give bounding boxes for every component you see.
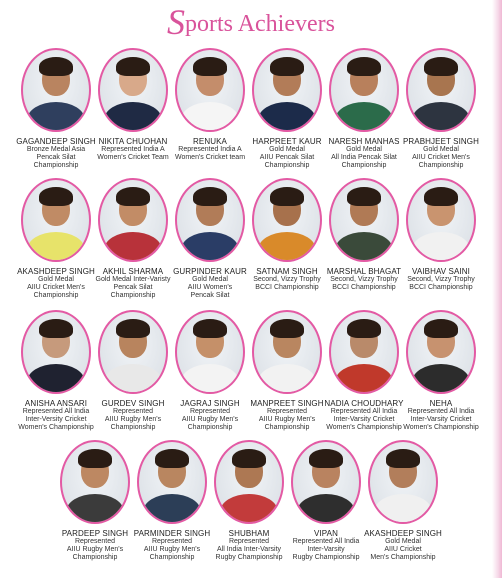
achiever-achievement-line: Represented All India — [22, 408, 90, 415]
photo-body — [297, 494, 355, 524]
achiever-card — [246, 48, 328, 170]
achiever-achievement-line: Pencak Silat Championship — [33, 154, 79, 169]
photo-body — [27, 102, 85, 132]
achiever-achievement-line: Championship — [418, 162, 464, 169]
achiever-achievement-line: Gold Medal — [38, 276, 74, 283]
achiever-achievement-line: Women's Championship — [18, 424, 94, 431]
achiever-achievement-line: Inter-Versity Cricket — [25, 416, 87, 423]
photo-hair — [270, 57, 304, 76]
achiever-achievement-line: Represented — [74, 538, 116, 545]
photo-hair — [309, 449, 343, 468]
achiever-achievement-line: Represented — [112, 408, 154, 415]
achiever-achievement-line: Inter-Varsity — [307, 546, 345, 553]
achiever-photo — [98, 310, 168, 394]
achiever-card — [400, 48, 482, 170]
photo-hair — [347, 319, 381, 338]
achiever-achievement-line: AIIU Rugby Men's — [181, 416, 239, 423]
achiever-achievement-line: AIIU Pencak Silat — [259, 154, 315, 161]
photo-hair — [424, 57, 458, 76]
achiever-card — [246, 178, 328, 292]
photo-body — [181, 102, 239, 132]
achiever-card — [323, 310, 405, 432]
achiever-achievement-line: Represented — [189, 408, 231, 415]
achiever-photo — [214, 440, 284, 524]
achiever-name: VIPAN — [314, 529, 338, 538]
photo-body — [258, 102, 316, 132]
achiever-photo — [60, 440, 130, 524]
photo-body — [412, 364, 470, 394]
achiever-name: GAGANDEEP SINGH — [16, 137, 96, 146]
photo-hair — [116, 319, 150, 338]
achiever-achievement-line: Gold Medal — [385, 538, 421, 545]
achiever-name: NARESH MANHAS — [328, 137, 400, 146]
photo-hair — [116, 187, 150, 206]
achiever-card — [362, 440, 444, 562]
achiever-photo — [175, 178, 245, 262]
photo-body — [220, 494, 278, 524]
achiever-card — [169, 178, 251, 300]
photo-body — [104, 232, 162, 262]
photo-hair — [386, 449, 420, 468]
achiever-card — [92, 48, 174, 162]
achiever-photo — [137, 440, 207, 524]
photo-hair — [347, 187, 381, 206]
achiever-achievement-line: Represented — [266, 408, 308, 415]
title-text: ports Achievers — [185, 11, 335, 37]
achiever-card — [169, 48, 251, 162]
achiever-achievement-line: Second, Vizzy Trophy — [330, 276, 398, 283]
achiever-photo — [252, 48, 322, 132]
achiever-photo — [98, 48, 168, 132]
achiever-name: GURPINDER KAUR — [173, 267, 247, 276]
achiever-achievement-line: AIIU Rugby Men's — [104, 416, 162, 423]
photo-body — [143, 494, 201, 524]
achiever-achievement-line: Bronze Medal Asia — [26, 146, 86, 153]
achiever-achievement-line: Second, Vizzy Trophy — [407, 276, 475, 283]
photo-body — [258, 232, 316, 262]
achiever-card — [92, 310, 174, 432]
photo-body — [27, 232, 85, 262]
photo-body — [335, 364, 393, 394]
achiever-achievement-line: Championship — [341, 162, 387, 169]
achiever-achievement-line: Women's Cricket Team — [97, 154, 169, 161]
achiever-photo — [291, 440, 361, 524]
achiever-card — [246, 310, 328, 432]
achiever-photo — [406, 178, 476, 262]
achiever-achievement-line: Pencak Silat — [190, 292, 230, 299]
photo-hair — [193, 57, 227, 76]
achiever-achievement-line: BCCI Championship — [332, 284, 396, 291]
achiever-card — [285, 440, 367, 562]
achiever-card — [400, 178, 482, 292]
achiever-achievement-line: Inter-Varsity Cricket — [333, 416, 395, 423]
achiever-achievement-line: All India Pencak Silat — [331, 154, 397, 161]
achiever-achievement-line: Rugby Championship — [215, 554, 283, 561]
achiever-name: JAGRAJ SINGH — [180, 399, 240, 408]
achiever-name: AKASHDEEP SINGH — [364, 529, 442, 538]
achiever-photo — [98, 178, 168, 262]
achiever-card — [15, 178, 97, 300]
achiever-card — [208, 440, 290, 562]
achiever-name: NEHA — [429, 399, 453, 408]
achiever-photo — [21, 48, 91, 132]
photo-hair — [155, 449, 189, 468]
photo-body — [66, 494, 124, 524]
achiever-achievement-line: Women's Championship — [403, 424, 479, 431]
achiever-card — [15, 310, 97, 432]
achiever-achievement-line: AIIU Rugby Men's — [66, 546, 124, 553]
photo-body — [335, 102, 393, 132]
photo-body — [181, 364, 239, 394]
achiever-achievement-line: All India Inter-Varsity — [216, 546, 282, 553]
photo-hair — [424, 187, 458, 206]
photo-hair — [347, 57, 381, 76]
achiever-name: NIKITA CHUOHAN — [98, 137, 168, 146]
achiever-achievement-line: Gold Medal — [346, 146, 382, 153]
achiever-photo — [21, 178, 91, 262]
achiever-card — [400, 310, 482, 432]
achiever-name: AKASHDEEP SINGH — [17, 267, 95, 276]
achiever-photo — [329, 178, 399, 262]
decorative-edge — [492, 0, 502, 578]
achiever-photo — [329, 310, 399, 394]
achiever-achievement-line: Rugby Championship — [292, 554, 360, 561]
achiever-achievement-line: Championship — [264, 424, 310, 431]
photo-body — [104, 364, 162, 394]
photo-hair — [270, 319, 304, 338]
achiever-achievement-line: Represented All India — [407, 408, 475, 415]
achiever-achievement-line: Men's Championship — [370, 554, 436, 561]
achiever-achievement-line: Represented India A — [178, 146, 242, 153]
achiever-achievement-line: Championship — [264, 162, 310, 169]
achiever-photo — [175, 48, 245, 132]
achiever-name: PARDEEP SINGH — [61, 529, 129, 538]
photo-body — [374, 494, 432, 524]
achiever-photo — [329, 48, 399, 132]
page-title — [0, 4, 502, 40]
achiever-achievement-line: AIIU Cricket Men's — [412, 154, 470, 161]
achiever-achievement-line: AIIU Women's — [187, 284, 233, 291]
achiever-card — [169, 310, 251, 432]
achiever-achievement-line: AIIU Rugby Men's — [258, 416, 316, 423]
photo-hair — [424, 319, 458, 338]
photo-body — [104, 102, 162, 132]
achiever-achievement-line: Championship — [149, 554, 195, 561]
achiever-achievement-line: Championship — [72, 554, 118, 561]
photo-hair — [116, 57, 150, 76]
achiever-photo — [252, 178, 322, 262]
achiever-photo — [406, 48, 476, 132]
photo-hair — [193, 319, 227, 338]
photo-hair — [270, 187, 304, 206]
achiever-name: ANISHA ANSARI — [24, 399, 88, 408]
title-initial: S — [167, 2, 186, 42]
achiever-name: PRABHJEET SINGH — [402, 137, 480, 146]
photo-hair — [193, 187, 227, 206]
achiever-name: GURDEV SINGH — [101, 399, 165, 408]
photo-hair — [39, 57, 73, 76]
achiever-card — [54, 440, 136, 562]
achiever-achievement-line: AIIU Rugby Men's — [143, 546, 201, 553]
achiever-achievement-line: Women's Cricket team — [174, 154, 246, 161]
achiever-name: SATNAM SINGH — [256, 267, 318, 276]
achiever-photo — [21, 310, 91, 394]
photo-hair — [39, 187, 73, 206]
achiever-photo — [252, 310, 322, 394]
achiever-achievement-line: Championship — [110, 424, 156, 431]
achiever-achievement-line: Gold Medal — [269, 146, 305, 153]
achiever-achievement-line: Represented — [151, 538, 193, 545]
photo-body — [335, 232, 393, 262]
achiever-achievement-line: Pencak Silat Championship — [110, 284, 156, 299]
achiever-achievement-line: Gold Medal — [423, 146, 459, 153]
achiever-name: VAIBHAV SAINI — [412, 267, 470, 276]
achiever-name: RENUKA — [193, 137, 227, 146]
achiever-name: MANPREET SINGH — [250, 399, 324, 408]
photo-body — [181, 232, 239, 262]
photo-hair — [78, 449, 112, 468]
achiever-photo — [175, 310, 245, 394]
achiever-card — [323, 178, 405, 292]
achiever-achievement-line: Gold Medal Inter-Varisty — [95, 276, 171, 283]
achiever-achievement-line: Championship — [187, 424, 233, 431]
photo-body — [412, 102, 470, 132]
achiever-card — [131, 440, 213, 562]
photo-hair — [232, 449, 266, 468]
achiever-achievement-line: Second, Vizzy Trophy — [253, 276, 321, 283]
achiever-card — [92, 178, 174, 300]
achiever-name: NADIA CHOUDHARY — [324, 399, 404, 408]
achiever-achievement-line: Represented All India — [292, 538, 360, 545]
achiever-name: SHUBHAM — [228, 529, 270, 538]
achiever-card — [323, 48, 405, 170]
achiever-name: HARPREET KAUR — [252, 137, 322, 146]
achiever-achievement-line: AIIU Cricket — [384, 546, 422, 553]
achiever-achievement-line: BCCI Championship — [409, 284, 473, 291]
achiever-achievement-line: Represented All India — [330, 408, 398, 415]
achiever-name: PARMINDER SINGH — [133, 529, 211, 538]
achiever-name: MARSHAL BHAGAT — [326, 267, 402, 276]
achiever-photo — [368, 440, 438, 524]
achiever-photo — [406, 310, 476, 394]
achiever-achievement-line: Championship — [33, 292, 79, 299]
achiever-achievement-line: Represented India A — [101, 146, 165, 153]
achiever-name: AKHIL SHARMA — [102, 267, 164, 276]
photo-body — [27, 364, 85, 394]
achiever-achievement-line: Inter-Varsity Cricket — [410, 416, 472, 423]
achiever-achievement-line: Gold Medal — [192, 276, 228, 283]
photo-body — [412, 232, 470, 262]
achiever-achievement-line: BCCI Championship — [255, 284, 319, 291]
achiever-achievement-line: Represented — [228, 538, 270, 545]
photo-body — [258, 364, 316, 394]
achiever-card — [15, 48, 97, 170]
achiever-achievement-line: Women's Championship — [326, 424, 402, 431]
photo-hair — [39, 319, 73, 338]
achiever-achievement-line: AIIU Cricket Men's — [27, 284, 85, 291]
